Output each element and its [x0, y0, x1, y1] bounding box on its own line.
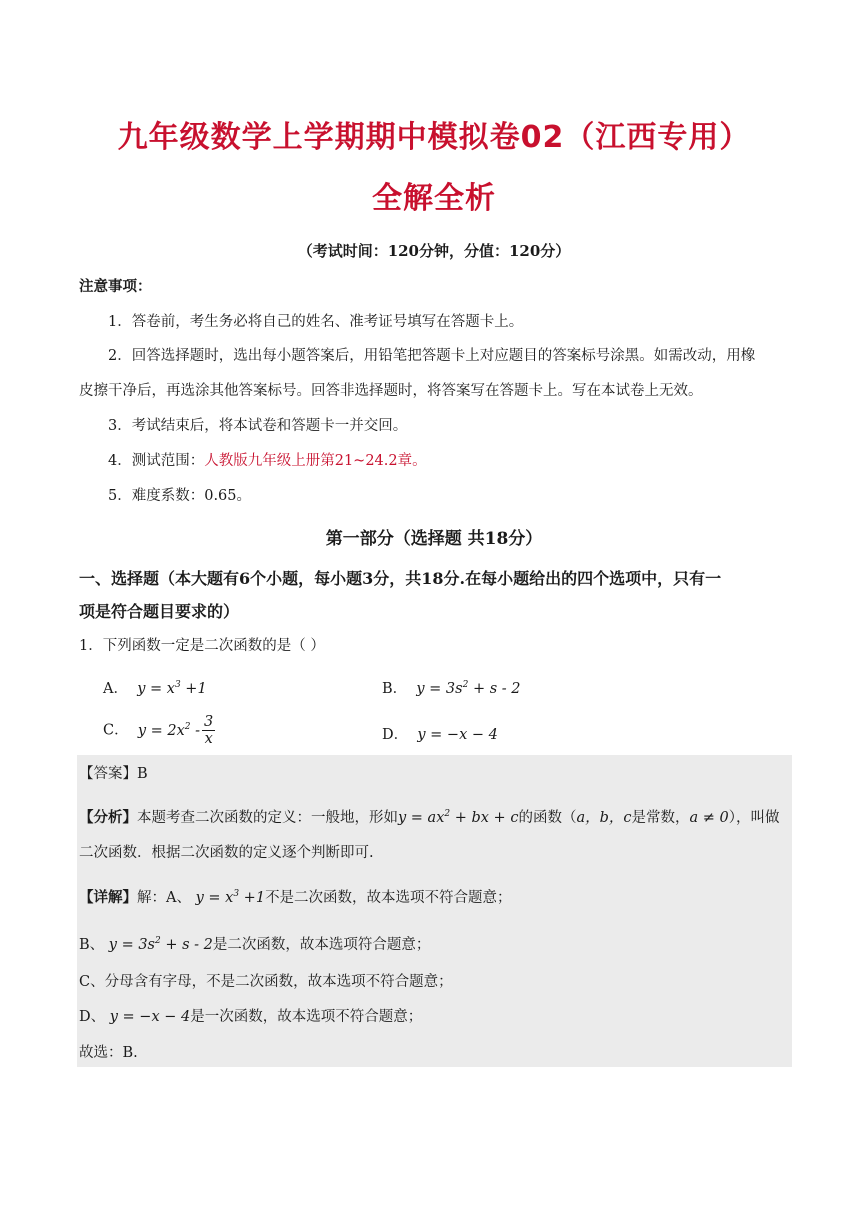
- notice-item-1: 1．答卷前，考生务必将自己的姓名、准考证号填写在答题卡上。: [108, 314, 524, 330]
- section-heading: 一、选择题（本大题有6个小题，每小题3分，共18分.在每小题给出的四个选项中，只有一: [79, 569, 722, 588]
- fraction-numerator: 3: [204, 714, 214, 730]
- option-c-formula: $y = 2x^2$ -: [133, 721, 201, 739]
- option-a-formula: $y = x^3 +1$: [132, 680, 207, 697]
- option-c-label: C．: [103, 722, 129, 739]
- a-not-zero: a ≠ 0: [689, 809, 729, 826]
- notice-heading: 注意事项：: [79, 278, 152, 295]
- option-d-label: D．: [382, 727, 409, 743]
- notice-item-2: 2．回答选择题时，选出每小题答案后，用铅笔把答题卡上对应题目的答案标号涂黑。如需改动，用橡: [108, 348, 756, 364]
- option-a-label: A．: [103, 681, 128, 697]
- notice-item-3: 3．考试结束后，将本试卷和答题卡一并交回。: [108, 418, 408, 434]
- analysis-vars: a，b，c: [576, 809, 632, 826]
- detail-d-prefix: D、: [79, 1009, 106, 1025]
- notice-item-2-cont: 皮擦干净后，再选涂其他答案标号。回答非选择题时，将答案写在答题卡上。写在本试卷上无效。: [79, 383, 703, 399]
- detail-line-a: [79, 884, 512, 908]
- detail-b-formula: $y = 3s^2 + s - 2$: [104, 936, 213, 953]
- analysis-text-a: 本题考查二次函数的定义：一般地，形如: [137, 809, 398, 826]
- notice-item-4-prefix: 4．测试范围：: [108, 453, 205, 469]
- question-1-stem: 1．下列函数一定是二次函数的是（ ）: [79, 638, 325, 654]
- exam-info: （考试时间：120分钟，分值：120分）: [297, 242, 571, 260]
- answer-line: 【答案】B: [79, 766, 148, 782]
- analysis-text-d: ），叫做: [728, 809, 780, 826]
- detail-line-d: [79, 1007, 422, 1027]
- document-subtitle: 全解全析: [372, 181, 496, 216]
- section-heading-cont: 项是符合题目要求的）: [79, 602, 240, 621]
- option-c-fraction: [202, 714, 215, 747]
- option-d: [382, 723, 498, 744]
- detail-d-formula: y = −x − 4: [105, 1009, 191, 1025]
- detail-b-prefix: B、: [79, 936, 105, 953]
- notice-item-4: [108, 451, 427, 471]
- option-b: [382, 677, 521, 698]
- detail-line-b: [79, 931, 430, 955]
- detail-d-suffix: 是一次函数，故本选项不符合题意；: [190, 1009, 423, 1025]
- detail-b-suffix: 是二次函数，故本选项符合题意；: [212, 936, 431, 953]
- option-b-label: B．: [382, 681, 408, 697]
- detail-a-suffix: 不是二次函数，故本选项不符合题意；: [265, 889, 512, 906]
- detail-a-formula: $y = x^3 +1$: [190, 889, 266, 906]
- analysis-tag: 【分析】: [79, 808, 137, 826]
- analysis-line-2: 二次函数．根据二次函数的定义逐个判断即可.: [79, 845, 374, 861]
- analysis-line: [79, 804, 780, 828]
- analysis-text-c: 是常数，: [631, 809, 690, 826]
- fraction-denominator: x: [204, 731, 213, 747]
- notice-item-5: 5．难度系数：0.65。: [108, 488, 252, 504]
- option-c: [103, 714, 215, 747]
- detail-a-prefix: 解：A、: [137, 889, 191, 906]
- general-form-formula: $y = ax^2$ + bx + c: [398, 809, 519, 826]
- option-d-formula: y = −x − 4: [412, 727, 498, 743]
- analysis-text-b: 的函数（: [518, 809, 577, 826]
- conclusion-line: 故选：B.: [79, 1045, 138, 1061]
- detail-line-c: C、分母含有字母，不是二次函数，故本选项不符合题意；: [79, 974, 453, 990]
- detail-tag: 【详解】: [79, 888, 137, 906]
- option-b-formula: $y = 3s^2 + s - 2$: [411, 680, 521, 697]
- test-range: 人教版九年级上册第21~24.2章。: [204, 453, 427, 469]
- option-a: [103, 677, 207, 698]
- document-title: 九年级数学上学期期中模拟卷02（江西专用）: [117, 120, 751, 155]
- part1-title: 第一部分（选择题 共18分）: [325, 529, 543, 549]
